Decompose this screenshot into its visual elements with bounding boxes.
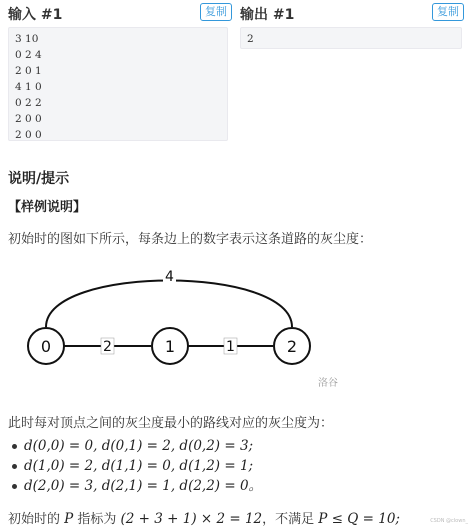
bullet-icon bbox=[12, 444, 17, 449]
final-conclusion bbox=[8, 508, 400, 526]
list-item bbox=[10, 436, 262, 456]
graph-figure bbox=[0, 255, 340, 375]
bullet-icon bbox=[12, 484, 17, 489]
list-item bbox=[10, 456, 262, 476]
input-line: 0 2 4 bbox=[15, 49, 42, 61]
final-condition: P ≤ Q = 10; bbox=[318, 511, 400, 526]
final-mid: 指标为 bbox=[73, 512, 121, 526]
summary-text: 此时每对顶点之间的灰尘度最小的路线对应的灰尘度为： bbox=[8, 416, 334, 431]
input-line: 0 2 2 bbox=[15, 97, 42, 109]
input-label: 输入 #1 bbox=[8, 7, 63, 23]
output-code-box[interactable] bbox=[240, 27, 462, 49]
distance-row: d(0,0) = 0, d(0,1) = 2, d(0,2) = 3; bbox=[24, 438, 254, 454]
edge-label: 2 bbox=[103, 339, 112, 355]
edge-label: 1 bbox=[226, 339, 235, 355]
final-var: P bbox=[64, 511, 74, 526]
final-formula: (2 + 3 + 1) × 2 = 12 bbox=[120, 511, 263, 526]
distance-row: d(1,0) = 2, d(1,1) = 0, d(1,2) = 1; bbox=[24, 458, 254, 474]
output-label: 输出 #1 bbox=[240, 7, 295, 23]
output-line: 2 bbox=[247, 33, 254, 45]
input-line: 2 0 0 bbox=[15, 113, 42, 125]
input-code-box[interactable] bbox=[8, 27, 228, 141]
node-label: 2 bbox=[286, 337, 298, 356]
list-item bbox=[10, 476, 262, 496]
final-mid2: ，不满足 bbox=[262, 512, 319, 526]
explanation-title: 说明/提示 bbox=[8, 171, 70, 187]
node-label: 0 bbox=[40, 337, 52, 356]
edge-label: 4 bbox=[165, 269, 174, 285]
bullet-icon bbox=[12, 464, 17, 469]
sample-explanation-title: 【样例说明】 bbox=[8, 200, 87, 215]
distance-list bbox=[10, 436, 262, 496]
copy-input-button[interactable]: 复制 bbox=[200, 3, 232, 21]
node-label: 1 bbox=[164, 337, 176, 356]
csdn-watermark: CSDN @clown_ bbox=[430, 518, 468, 524]
input-line: 4 1 0 bbox=[15, 81, 42, 93]
luogu-watermark: 洛谷 bbox=[318, 378, 338, 389]
input-line: 2 0 1 bbox=[15, 65, 42, 77]
input-line: 3 10 bbox=[15, 33, 39, 45]
final-prefix: 初始时的 bbox=[8, 512, 65, 526]
distance-row: d(2,0) = 3, d(2,1) = 1, d(2,2) = 0。 bbox=[24, 478, 263, 494]
copy-output-button[interactable]: 复制 bbox=[432, 3, 464, 21]
graph-intro-text: 初始时的图如下所示，每条边上的数字表示这条道路的灰尘度： bbox=[8, 232, 373, 247]
edge-0-2 bbox=[46, 281, 292, 328]
input-line: 2 0 0 bbox=[15, 129, 42, 141]
